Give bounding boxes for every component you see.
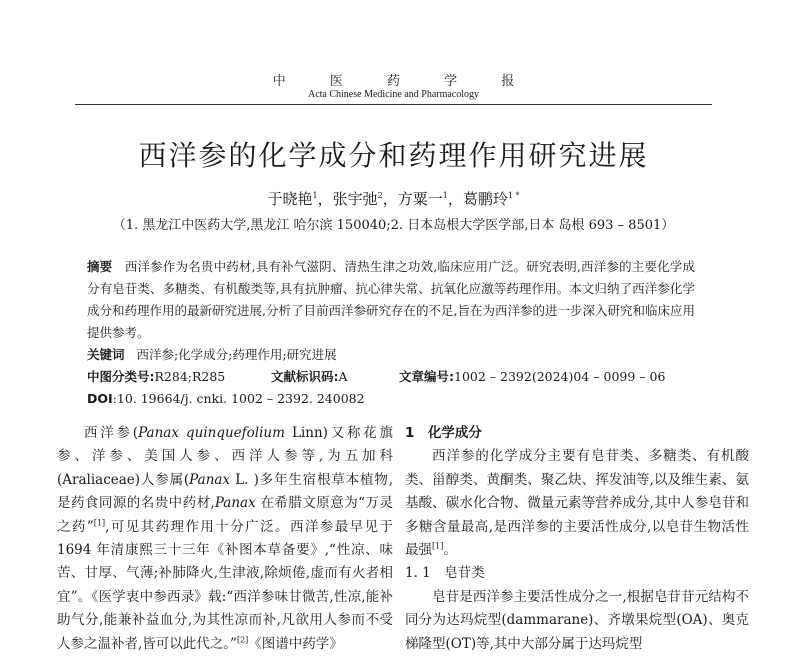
- citation-ref[interactable]: [1]: [93, 518, 106, 528]
- section-heading: 1 化学成分: [405, 425, 482, 441]
- keywords-label: 关键词: [87, 347, 125, 362]
- author-affiliations: （1. 黑龙江中医药大学,黑龙江 哈尔滨 150040;2. 日本岛根大学医学部,日本 岛根 693 – 8501）: [112, 218, 675, 233]
- author-separator: ，: [447, 190, 463, 208]
- intro-text: L. )多年生宿根草本植物,是药食同源的名贵中药材,: [57, 471, 393, 512]
- subsection-paragraph: 皂苷是西洋参主要活性成分之一,根据皂苷苷元结构不同分为达玛烷型(dammarane)、齐墩果烷型(OA)、奥克梯隆型(OT)等,其中大部分属于达玛烷型: [405, 588, 749, 652]
- intro-text: 《图谱中药学》: [248, 635, 343, 652]
- article-number-label: 文章编号:: [399, 369, 454, 384]
- author-name: 方粟一: [397, 190, 443, 208]
- latin-name: Panax: [189, 471, 231, 488]
- article-title: 西洋参的化学成分和药理作用研究进展: [138, 139, 649, 172]
- author-affiliation-mark: 1 *: [507, 191, 520, 200]
- author-name: 葛鹏玲: [462, 190, 508, 208]
- author-name: 张宇弛: [332, 190, 378, 208]
- article-number-field: [399, 366, 665, 388]
- doi-label: DOI: [87, 391, 113, 406]
- citation-ref[interactable]: [1]: [432, 541, 444, 551]
- doi-row: [87, 388, 695, 410]
- intro-text: 在希腊文原意为“万灵之药”: [57, 495, 393, 535]
- left-column: [57, 422, 393, 656]
- doi-value: :10. 19664/j. cnki. 1002 – 2392. 240082: [112, 391, 365, 406]
- citation-ref[interactable]: [2]: [236, 635, 249, 645]
- author-separator: ，: [317, 190, 333, 208]
- author-name: 于晓艳: [267, 190, 313, 208]
- doc-code-label: 文献标识码:: [271, 369, 339, 384]
- author-affiliation-mark: 1: [442, 191, 448, 200]
- author-list: [0, 188, 787, 209]
- author-affiliation-mark: 2: [377, 191, 383, 200]
- abstract-paragraph: [87, 256, 695, 344]
- article-number-value: 1002 – 2392(2024)04 – 0099 – 06: [454, 369, 666, 384]
- header-rule: [75, 104, 712, 105]
- latin-name: Panax quinquefolium: [138, 425, 285, 441]
- intro-paragraph: [57, 422, 393, 656]
- intro-text: Linn)又称花旗参、洋参、美国人参、西洋人参等,为五加科(Araliaceae)人参属(: [57, 425, 393, 488]
- clc-value: R284;R285: [154, 369, 226, 384]
- doc-code-field: [271, 366, 348, 388]
- clc-field: [87, 366, 225, 388]
- author-affiliation-mark: 1: [312, 191, 318, 200]
- section-text: 西洋参的化学成分主要有皂苷类、多糖类、有机酸类、甾醇类、黄酮类、聚乙炔、挥发油等,以及维生素、氨基酸、碳水化合物、微量元素等营养成分,其中人参皂苷和多糖含量最高,是西洋参的主要活性成分,以皂苷生物活性最强: [405, 448, 749, 559]
- abstract-label: 摘要: [87, 259, 113, 274]
- author-separator: ，: [382, 190, 398, 208]
- journal-name-english: Acta Chinese Medicine and Pharmacology: [307, 89, 480, 100]
- abstract-text: 西洋参作为名贵中药材,具有补气滋阴、清热生津之功效,临床应用广泛。研究表明,西洋参的主要化学成分有皂苷类、多糖类、有机酸类等,具有抗肿瘤、抗心律失常、抗氧化应激等药理作用。本文归纳了西洋参化学成分和药理作用的最新研究进展,分析了目前西洋参研究存在的不足,旨在为西洋参的进一步深入研究和临床应用提供参考。: [87, 259, 695, 340]
- latin-name: Panax: [214, 495, 256, 512]
- clc-label: 中图分类号:: [87, 369, 155, 384]
- intro-text: ,可见其药理作用十分广泛。西洋参最早见于 1694 年清康熙三十三年《补图本草备要》,“性凉、味苦、甘厚、气薄;补肺降火,生津液,除烦倦,虚而有火者相宜”。《医学衷中参西录》载:“西洋参味甘微苦,性凉,能补助气分,能兼补益血分,为其性凉而补,凡欲用人参而不受人参之温补者,皆可以此代之。”: [57, 518, 394, 652]
- classification-row: [87, 366, 695, 388]
- keywords-text: 西洋参;化学成分;药理作用;研究进展: [136, 347, 337, 362]
- right-column: [405, 422, 749, 656]
- section-text: 。: [443, 542, 457, 559]
- abstract-block: [87, 256, 695, 410]
- keywords-row: [87, 344, 695, 366]
- subsection-heading: 1. 1 皂苷类: [405, 565, 485, 582]
- section-paragraph: [405, 445, 749, 562]
- journal-name-chinese: 中 医 药 学 报: [272, 74, 535, 89]
- doc-code-value: A: [338, 369, 348, 384]
- intro-text: 西洋参(: [84, 425, 139, 441]
